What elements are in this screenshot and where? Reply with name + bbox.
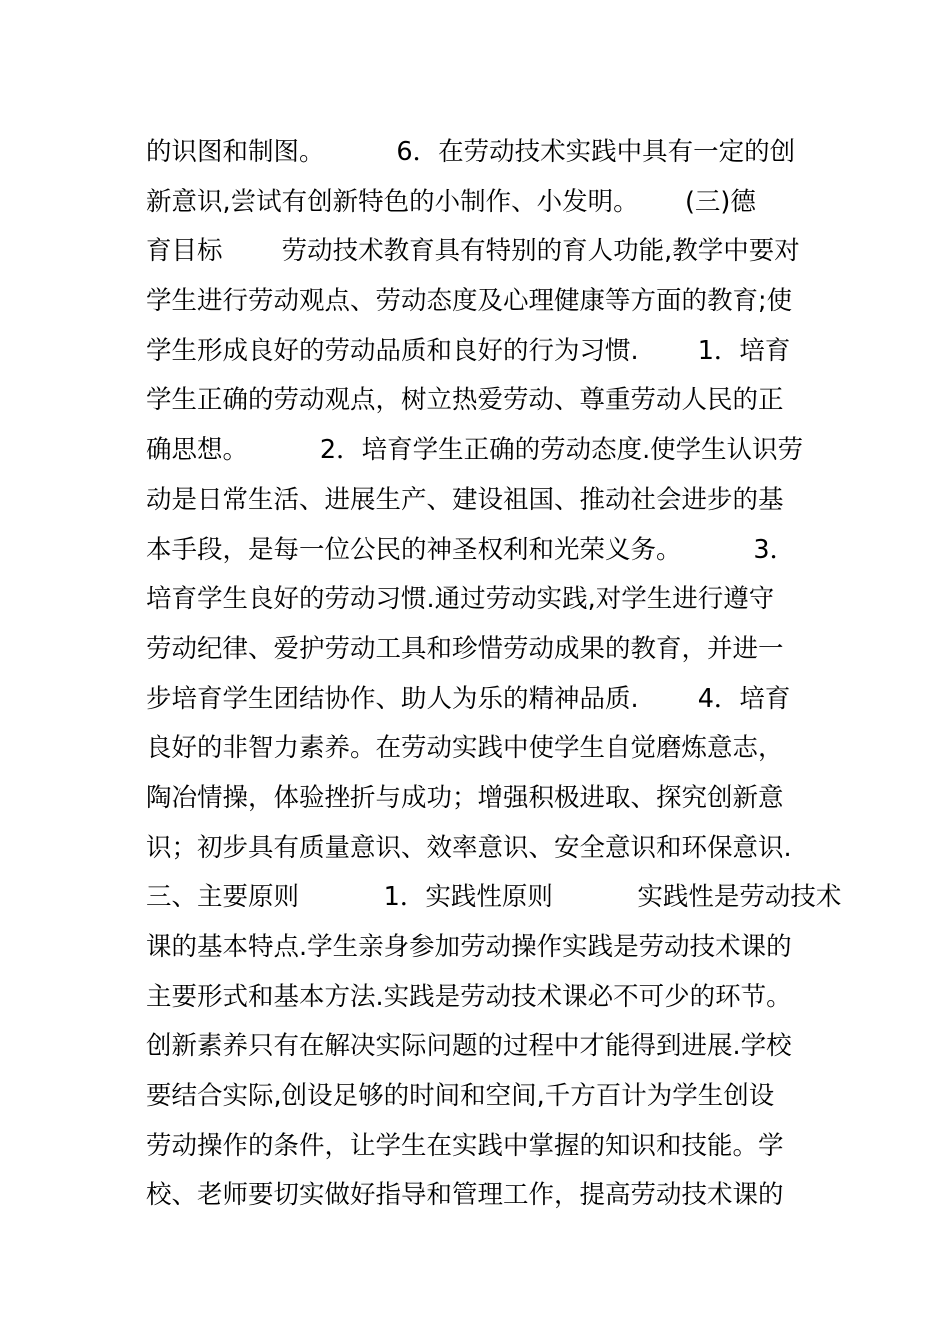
text-line-4: 学生进行劳动观点、劳动态度及心理健康等方面的教育;使 [146, 286, 793, 317]
text-line-11: 劳动纪律、爱护劳动工具和珍惜劳动成果的教育，并进一 [146, 633, 784, 664]
text-line-21: 劳动操作的条件，让学生在实践中掌握的知识和技能。学 [146, 1130, 784, 1161]
text-line-1: 的识图和制图。 6．在劳动技术实践中具有一定的创 [146, 137, 796, 167]
text-line-3: 育目标 劳动技术教育具有特别的育人功能,教学中要对 [146, 236, 800, 267]
text-line-14: 陶冶情操，体验挫折与成功；增强积极进取、探究创新意 [146, 782, 784, 813]
text-line-20: 要结合实际,创设足够的时间和空间,千方百计为学生创设 [146, 1081, 775, 1112]
text-line-10: 培育学生良好的劳动习惯.通过劳动实践,对学生进行遵守 [146, 584, 775, 615]
text-line-19: 创新素养只有在解决实际问题的过程中才能得到进展.学校 [146, 1031, 792, 1062]
text-line-2: 新意识,尝试有创新特色的小制作、小发明。 (三)德 [146, 186, 756, 217]
text-line-18: 主要形式和基本方法.实践是劳动技术课必不可少的环节。 [146, 981, 792, 1012]
text-line-12: 步培育学生团结协作、助人为乐的精神品质. 4．培育 [146, 683, 791, 714]
text-line-9: 本手段，是每一位公民的神圣权利和光荣义务。 3． [146, 534, 796, 565]
text-line-7: 确思想。 2．培育学生正确的劳动态度.使学生认识劳 [146, 435, 804, 466]
text-line-6: 学生正确的劳动观点，树立热爱劳动、尊重劳动人民的正 [146, 385, 784, 416]
text-line-5: 学生形成良好的劳动品质和良好的行为习惯. 1．培育 [146, 335, 791, 366]
text-line-13: 良好的非智力素养。在劳动实践中使学生自觉磨炼意志， [146, 733, 784, 764]
text-line-17: 课的基本特点.学生亲身参加劳动操作实践是劳动技术课的 [146, 932, 792, 962]
text-line-16: 三、主要原则 1．实践性原则 实践性是劳动技术 [146, 882, 842, 913]
text-line-22: 校、老师要切实做好指导和管理工作，提高劳动技术课的 [146, 1180, 784, 1211]
body-text [146, 128, 842, 1221]
text-line-8: 动是日常生活、进展生产、建设祖国、推动社会进步的基 [146, 484, 784, 515]
text-line-15: 识；初步具有质量意识、效率意识、安全意识和环保意识. [146, 832, 792, 863]
